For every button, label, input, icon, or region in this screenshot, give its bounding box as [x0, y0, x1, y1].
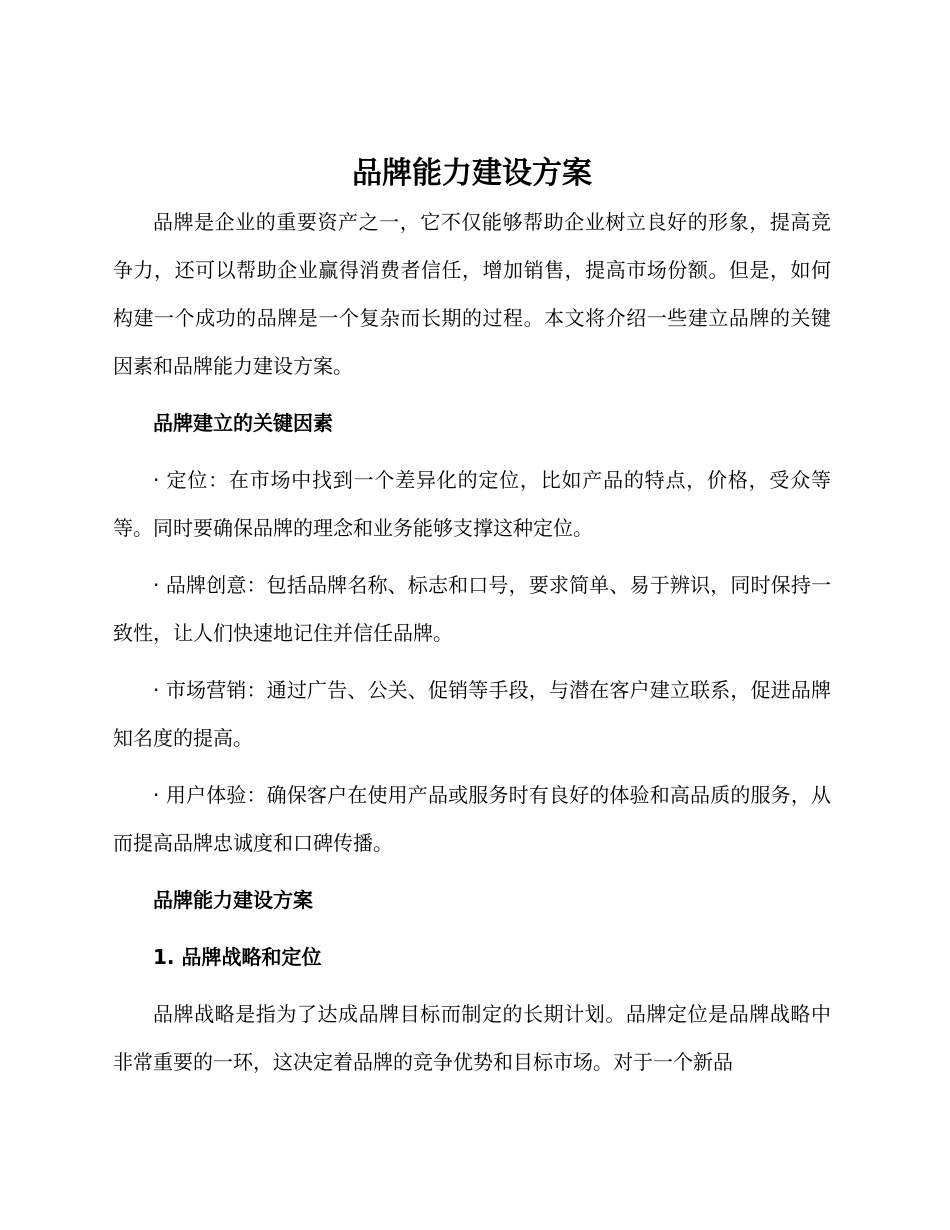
spacer — [113, 552, 831, 561]
subsection-heading-strategy: 1. 品牌战略和定位 — [153, 945, 322, 969]
spacer — [113, 924, 831, 933]
document-title: 品牌能力建设方案 — [352, 156, 592, 191]
intro-paragraph: 品牌是企业的重要资产之一，它不仅能够帮助企业树立良好的形象，提高竞争力，还可以帮助企业赢得消费者信任，增加销售，提高市场份额。但是，如何构建一个成功的品牌是一个复杂而长期的过程。本文将介绍一些建立品牌的关键因素和品牌能力建设方案。 — [113, 210, 831, 378]
document-page — [113, 150, 831, 1086]
section-heading-key-factors: 品牌建立的关键因素 — [153, 411, 333, 435]
spacer — [113, 762, 831, 771]
strategy-paragraph: 品牌战略是指为了达成品牌目标而制定的长期计划。品牌定位是品牌战略中非常重要的一环，这决定着品牌的竞争优势和目标市场。对于一个新品 — [113, 1002, 831, 1074]
spacer — [113, 867, 831, 876]
bullet-positioning: · 定位：在市场中找到一个差异化的定位，比如产品的特点，价格，受众等等。同时要确保品牌的理念和业务能够支撑这种定位。 — [113, 468, 831, 540]
bullet-user-experience: · 用户体验：确保客户在使用产品或服务时有良好的体验和高品质的服务，从而提高品牌忠诚度和口碑传播。 — [113, 783, 831, 855]
spacer — [113, 447, 831, 456]
section-heading-capability-plan: 品牌能力建设方案 — [153, 888, 313, 912]
bullet-brand-creative: · 品牌创意：包括品牌名称、标志和口号，要求简单、易于辨识，同时保持一致性，让人们快速地记住并信任品牌。 — [113, 573, 831, 645]
bullet-marketing: · 市场营销：通过广告、公关、促销等手段，与潜在客户建立联系，促进品牌知名度的提高。 — [113, 678, 831, 750]
spacer — [113, 657, 831, 666]
spacer — [113, 981, 831, 990]
spacer — [113, 390, 831, 399]
